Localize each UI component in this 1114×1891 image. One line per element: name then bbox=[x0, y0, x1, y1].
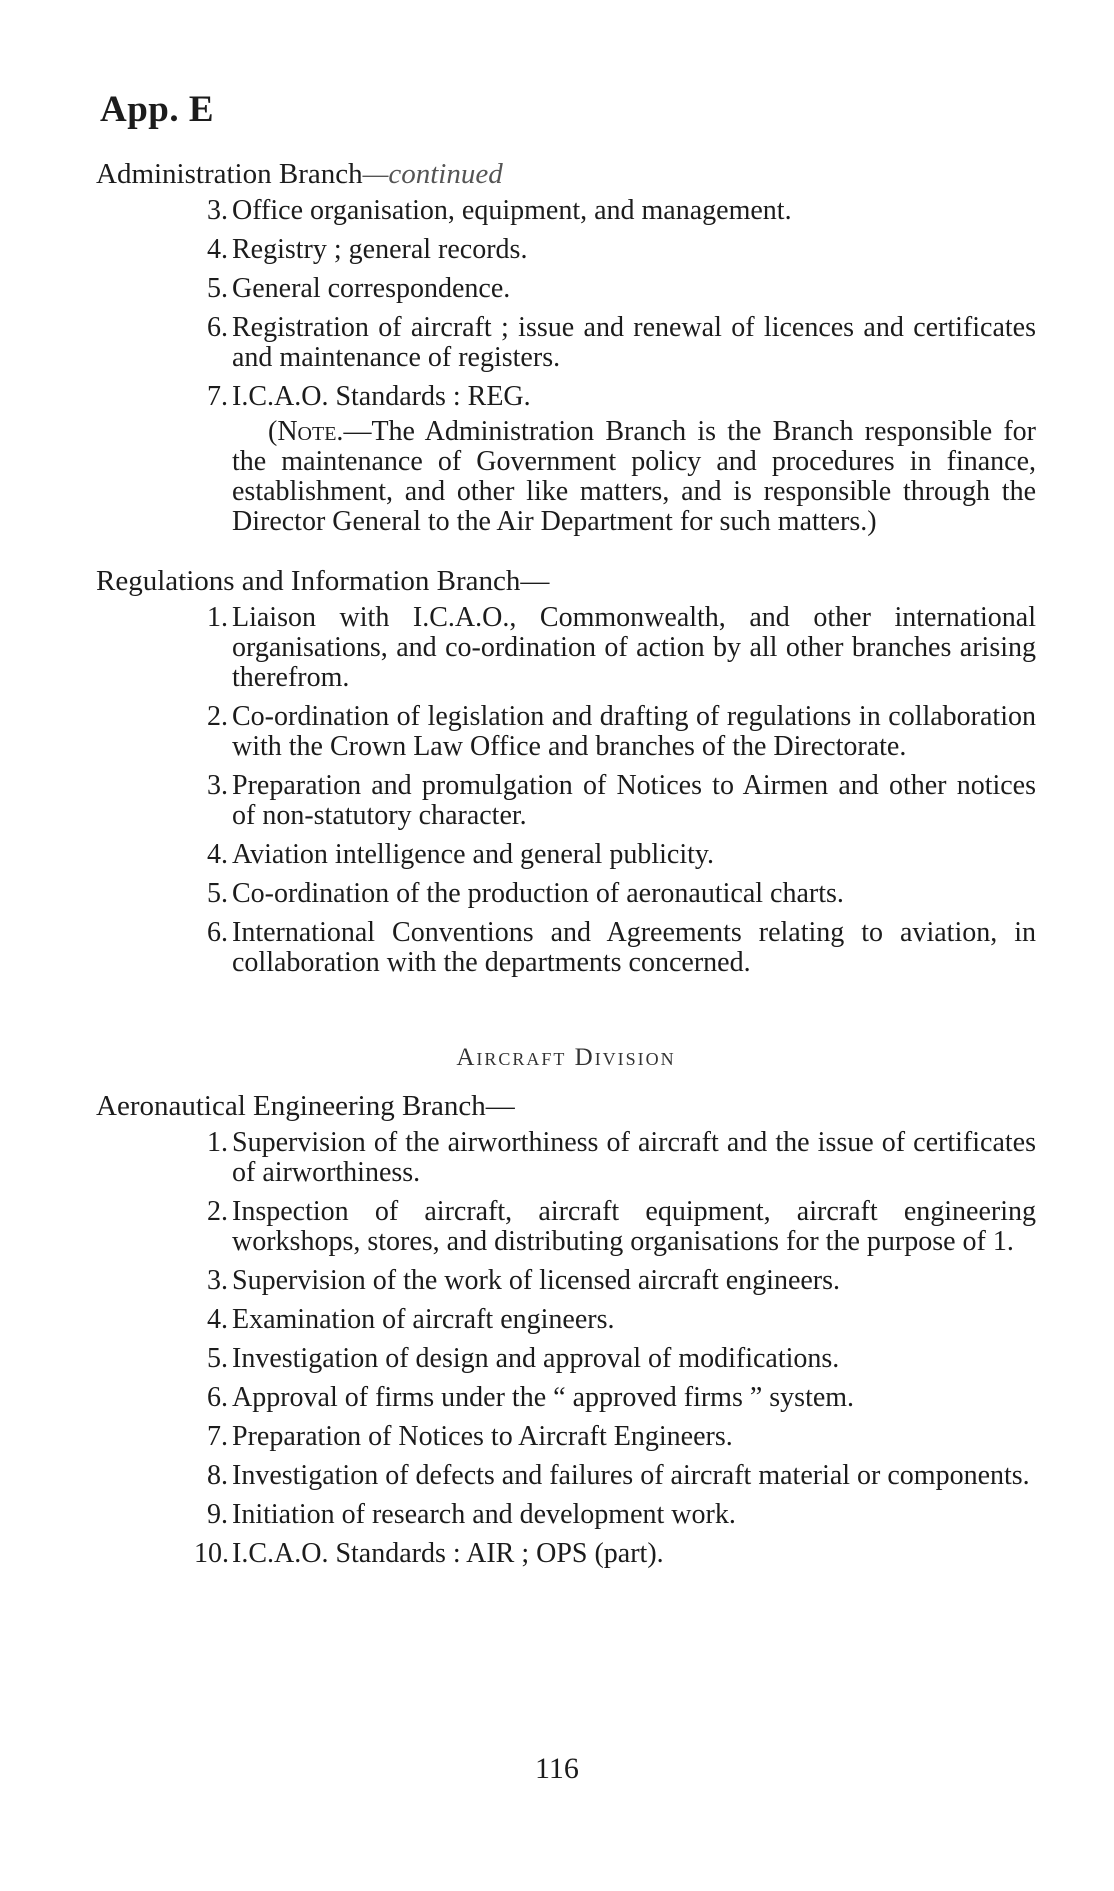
item-number: 2. bbox=[207, 701, 228, 732]
item-number: 6. bbox=[207, 1382, 228, 1413]
item-number: 10. bbox=[194, 1538, 229, 1569]
aero-engineering-branch-heading: Aeronautical Engineering Branch— bbox=[96, 1090, 515, 1122]
item-text: Co-ordination of legislation and drafting of regulations in collaboration with the Crown Law Office and branches of the Directorate. bbox=[232, 701, 1036, 762]
item-number: 3. bbox=[207, 1265, 228, 1296]
item-number: 3. bbox=[207, 770, 228, 801]
item-text: I.C.A.O. Standards : AIR ; OPS (part). bbox=[232, 1538, 664, 1569]
item-text: Supervision of the airworthiness of aircraft and the issue of certificates of airworthiness. bbox=[232, 1127, 1036, 1188]
list-item bbox=[96, 702, 1036, 762]
list-item bbox=[96, 840, 1036, 870]
item-text: I.C.A.O. Standards : REG. bbox=[232, 381, 531, 412]
appendix-header: App. E bbox=[100, 89, 215, 130]
item-text: Co-ordination of the production of aeronautical charts. bbox=[232, 878, 844, 909]
item-text: Preparation and promulgation of Notices to Airmen and other notices of non-statutory character. bbox=[232, 770, 1036, 831]
list-item bbox=[96, 1422, 1036, 1452]
note-text: —The Administration Branch is the Branch responsible for the maintenance of Government policy and procedures in finance, establishment, and other like matters, and is responsible through the Director General to the Air Department for such matters.) bbox=[232, 416, 1036, 537]
list-item bbox=[96, 274, 1036, 304]
item-number: 6. bbox=[207, 312, 228, 343]
item-text: Registry ; general records. bbox=[232, 234, 528, 265]
item-text: Preparation of Notices to Aircraft Engineers. bbox=[232, 1421, 733, 1452]
list-item bbox=[96, 1128, 1036, 1188]
item-number: 4. bbox=[207, 1304, 228, 1335]
item-text: Inspection of aircraft, aircraft equipment, aircraft engineering workshops, stores, and distributing organisations for the purpose of 1. bbox=[232, 1196, 1036, 1257]
item-number: 5. bbox=[207, 1343, 228, 1374]
list-item bbox=[96, 196, 1036, 226]
item-number: 5. bbox=[207, 273, 228, 304]
list-item bbox=[96, 879, 1036, 909]
continued-label: —continued bbox=[362, 158, 503, 190]
note-open-paren: ( bbox=[268, 416, 278, 447]
item-text: Supervision of the work of licensed aircraft engineers. bbox=[232, 1265, 841, 1296]
item-number: 1. bbox=[207, 1127, 228, 1158]
item-text: Aviation intelligence and general publicity. bbox=[232, 839, 715, 870]
page-number: 116 bbox=[535, 1752, 579, 1785]
item-text: International Conventions and Agreements relating to aviation, in collaboration with the departments concerned. bbox=[232, 917, 1036, 978]
item-text: Registration of aircraft ; issue and renewal of licences and certificates and maintenance of registers. bbox=[232, 312, 1036, 373]
note-label: Note. bbox=[277, 416, 344, 447]
item-text: General correspondence. bbox=[232, 273, 511, 304]
item-number: 4. bbox=[207, 234, 228, 265]
aircraft-division-title: Aircraft Division bbox=[456, 1044, 676, 1071]
list-item bbox=[96, 918, 1036, 978]
admin-branch-heading bbox=[96, 158, 1036, 190]
list-item bbox=[96, 1305, 1036, 1335]
item-number: 8. bbox=[207, 1460, 228, 1491]
admin-branch-note bbox=[96, 417, 1036, 537]
item-text: Liaison with I.C.A.O., Commonwealth, and other international organisations, and co-ordination of action by all other branches arising therefrom. bbox=[232, 602, 1036, 693]
list-item bbox=[96, 382, 1036, 412]
page-content bbox=[96, 158, 1036, 1578]
item-text: Investigation of design and approval of modifications. bbox=[232, 1343, 840, 1374]
item-number: 7. bbox=[207, 381, 228, 412]
item-number: 5. bbox=[207, 878, 228, 909]
item-number: 7. bbox=[207, 1421, 228, 1452]
list-item bbox=[96, 1266, 1036, 1296]
list-item bbox=[96, 1383, 1036, 1413]
list-item bbox=[96, 1500, 1036, 1530]
list-item bbox=[96, 313, 1036, 373]
item-number: 4. bbox=[207, 839, 228, 870]
regulations-branch-heading: Regulations and Information Branch— bbox=[96, 565, 550, 597]
list-item bbox=[96, 771, 1036, 831]
aero-engineering-branch-list bbox=[96, 1128, 1036, 1569]
admin-branch-list bbox=[96, 196, 1036, 412]
list-item bbox=[96, 1344, 1036, 1374]
item-number: 6. bbox=[207, 917, 228, 948]
item-number: 3. bbox=[207, 195, 228, 226]
item-text: Investigation of defects and failures of aircraft material or components. bbox=[232, 1460, 1030, 1491]
list-item bbox=[96, 1461, 1036, 1491]
list-item bbox=[96, 235, 1036, 265]
item-text: Initiation of research and development work. bbox=[232, 1499, 736, 1530]
admin-branch-heading-text: Administration Branch bbox=[96, 158, 363, 190]
item-number: 9. bbox=[207, 1499, 228, 1530]
list-item bbox=[96, 1197, 1036, 1257]
item-number: 2. bbox=[207, 1196, 228, 1227]
item-number: 1. bbox=[207, 602, 228, 633]
item-text: Office organisation, equipment, and management. bbox=[232, 195, 792, 226]
list-item bbox=[96, 1539, 1036, 1569]
item-text: Approval of firms under the “ approved firms ” system. bbox=[232, 1382, 855, 1413]
regulations-branch-list bbox=[96, 603, 1036, 978]
item-text: Examination of aircraft engineers. bbox=[232, 1304, 615, 1335]
list-item bbox=[96, 603, 1036, 693]
